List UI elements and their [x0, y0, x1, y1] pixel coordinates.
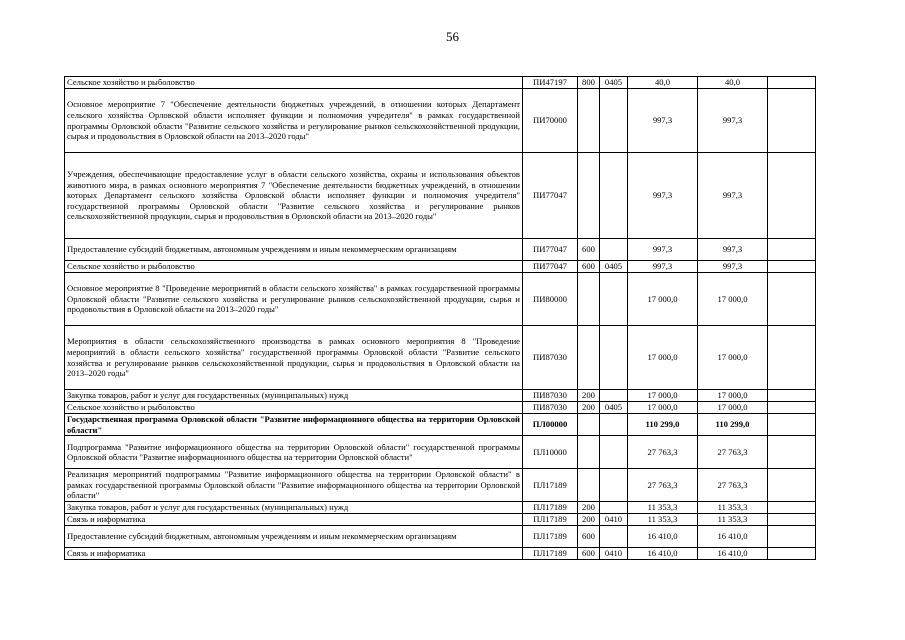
row-amount: 17 000,0	[628, 273, 698, 326]
table-row	[65, 502, 816, 514]
table-row	[65, 514, 816, 526]
row-amount: 27 763,3	[628, 469, 698, 502]
table-row	[65, 77, 816, 89]
row-name: Сельское хозяйство и рыболовство	[65, 402, 523, 414]
row-amount	[768, 89, 816, 153]
row-expense-type: 800	[578, 77, 600, 89]
row-section	[600, 153, 628, 239]
row-amount: 11 353,3	[628, 502, 698, 514]
row-amount	[768, 273, 816, 326]
row-section: 0405	[600, 402, 628, 414]
row-amount: 997,3	[698, 89, 768, 153]
row-expense-type	[578, 469, 600, 502]
table-row	[65, 548, 816, 560]
row-amount	[768, 77, 816, 89]
row-amount: 997,3	[628, 153, 698, 239]
row-name: Основное мероприятие 8 "Проведение мероприятий в области сельского хозяйства" в рамках государственной программы Орловской области "Развитие сельского хозяйства и регулирование рынков сельскохозяйственной продукции, сырья и продовольствия в Орловской области на 2013–2020 годы"	[65, 273, 523, 326]
row-amount	[768, 414, 816, 436]
row-amount: 997,3	[698, 153, 768, 239]
row-name: Сельское хозяйство и рыболовство	[65, 77, 523, 89]
table-row	[65, 273, 816, 326]
row-amount: 27 763,3	[698, 436, 768, 469]
row-expense-type: 200	[578, 390, 600, 402]
row-code: ПИ70000	[523, 89, 578, 153]
row-expense-type: 600	[578, 526, 600, 548]
row-code: ПЛ17189	[523, 469, 578, 502]
row-name: Предоставление субсидий бюджетным, автономным учреждениям и иным некоммерческим организациям	[65, 239, 523, 261]
row-amount	[768, 502, 816, 514]
row-section	[600, 436, 628, 469]
row-section	[600, 273, 628, 326]
row-amount: 17 000,0	[628, 326, 698, 390]
row-name: Связь и информатика	[65, 548, 523, 560]
row-amount: 17 000,0	[628, 402, 698, 414]
row-section	[600, 414, 628, 436]
table-row	[65, 526, 816, 548]
row-expense-type: 200	[578, 502, 600, 514]
row-amount	[768, 526, 816, 548]
row-code: ПЛ00000	[523, 414, 578, 436]
row-code: ПИ77047	[523, 239, 578, 261]
row-amount	[768, 390, 816, 402]
row-name: Учреждения, обеспечивающие предоставление услуг в области сельского хозяйства, охраны и использования объектов животного мира, в рамках основного мероприятия 7 "Обеспечение деятельности бюджетных учреждений, в отношении которых Департамент сельского хозяйства Орловской области исполняет функции и полномочия учредителя" государственной программы Орловской области "Развитие сельского хозяйства и регулирование рынков сельскохозяйственной продукции, сырья и продовольствия в Орловской области на 2013–2020 годы"	[65, 153, 523, 239]
table-row	[65, 414, 816, 436]
row-code: ПИ47197	[523, 77, 578, 89]
row-section	[600, 526, 628, 548]
row-amount: 17 000,0	[698, 273, 768, 326]
row-amount	[768, 402, 816, 414]
row-expense-type	[578, 153, 600, 239]
row-expense-type	[578, 273, 600, 326]
budget-table	[64, 76, 816, 560]
row-code: ПЛ10000	[523, 436, 578, 469]
row-amount: 27 763,3	[698, 469, 768, 502]
row-section: 0410	[600, 548, 628, 560]
table-row	[65, 153, 816, 239]
row-amount: 11 353,3	[698, 514, 768, 526]
row-code: ПИ87030	[523, 402, 578, 414]
row-amount: 40,0	[628, 77, 698, 89]
row-section	[600, 469, 628, 502]
row-expense-type	[578, 414, 600, 436]
row-amount: 17 000,0	[698, 402, 768, 414]
row-amount	[768, 239, 816, 261]
row-name: Мероприятия в области сельскохозяйственного производства в рамках основного мероприятия 8 "Проведение мероприятий в области сельского хозяйства" государственной программы Орловской области "Развитие сельского хозяйства и регулирование рынков сельскохозяйственной продукции, сырья и продовольствия в Орловской области на 2013–2020 годы"	[65, 326, 523, 390]
row-code: ПИ87030	[523, 390, 578, 402]
row-name: Закупка товаров, работ и услуг для государственных (муниципальных) нужд	[65, 502, 523, 514]
row-amount	[768, 436, 816, 469]
row-amount	[768, 153, 816, 239]
row-amount	[768, 326, 816, 390]
row-amount	[768, 469, 816, 502]
row-code: ПИ77047	[523, 153, 578, 239]
row-code: ПИ77047	[523, 261, 578, 273]
row-name: Реализация мероприятий подпрограммы "Развитие информационного общества на территории Орловской области" в рамках государственной программы Орловской области "Развитие информационного общества на территории Орловской области"	[65, 469, 523, 502]
row-amount: 110 299,0	[628, 414, 698, 436]
row-expense-type	[578, 326, 600, 390]
row-name: Связь и информатика	[65, 514, 523, 526]
row-section	[600, 326, 628, 390]
row-code: ПИ87030	[523, 326, 578, 390]
row-expense-type	[578, 89, 600, 153]
row-code: ПИ80000	[523, 273, 578, 326]
row-section	[600, 390, 628, 402]
row-amount	[768, 548, 816, 560]
row-amount: 16 410,0	[698, 526, 768, 548]
row-name: Подпрограмма "Развитие информационного общества на территории Орловской области" государственной программы Орловской области "Развитие информационного общества на территории Орловской области"	[65, 436, 523, 469]
row-amount: 997,3	[698, 239, 768, 261]
row-expense-type: 600	[578, 548, 600, 560]
row-code: ПЛ17189	[523, 514, 578, 526]
row-amount: 16 410,0	[628, 548, 698, 560]
page-number: 56	[446, 29, 459, 44]
table-row	[65, 261, 816, 273]
row-amount: 11 353,3	[628, 514, 698, 526]
row-section: 0405	[600, 77, 628, 89]
row-amount: 40,0	[698, 77, 768, 89]
row-amount	[768, 261, 816, 273]
row-name: Государственная программа Орловской области "Развитие информационного общества на территории Орловской области"	[65, 414, 523, 436]
table-row	[65, 326, 816, 390]
row-code: ПЛ17189	[523, 526, 578, 548]
table-body	[65, 77, 816, 560]
row-expense-type: 200	[578, 402, 600, 414]
table-row	[65, 390, 816, 402]
row-name: Сельское хозяйство и рыболовство	[65, 261, 523, 273]
row-amount: 16 410,0	[628, 526, 698, 548]
row-section: 0410	[600, 514, 628, 526]
row-expense-type: 200	[578, 514, 600, 526]
row-amount: 997,3	[698, 261, 768, 273]
row-section	[600, 89, 628, 153]
row-amount: 17 000,0	[698, 390, 768, 402]
table-row	[65, 239, 816, 261]
row-section	[600, 502, 628, 514]
row-amount: 17 000,0	[628, 390, 698, 402]
table-row	[65, 469, 816, 502]
row-amount	[768, 514, 816, 526]
row-amount: 997,3	[628, 239, 698, 261]
row-name: Закупка товаров, работ и услуг для государственных (муниципальных) нужд	[65, 390, 523, 402]
row-code: ПЛ17189	[523, 548, 578, 560]
row-name: Основное мероприятие 7 "Обеспечение деятельности бюджетных учреждений, в отношении которых Департамент сельского хозяйства Орловской области исполняет функции и полномочия учредителя" в рамках государственной программы Орловской области "Развитие сельского хозяйства и регулирование рынков сельскохозяйственной продукции, сырья и продовольствия в Орловской области на 2013–2020 годы"	[65, 89, 523, 153]
table-row	[65, 436, 816, 469]
row-amount: 110 299,0	[698, 414, 768, 436]
row-expense-type	[578, 436, 600, 469]
row-code: ПЛ17189	[523, 502, 578, 514]
row-amount: 16 410,0	[698, 548, 768, 560]
row-amount: 27 763,3	[628, 436, 698, 469]
table-row	[65, 89, 816, 153]
row-expense-type: 600	[578, 239, 600, 261]
row-amount: 17 000,0	[698, 326, 768, 390]
row-section: 0405	[600, 261, 628, 273]
table-row	[65, 402, 816, 414]
row-amount: 997,3	[628, 261, 698, 273]
row-section	[600, 239, 628, 261]
row-amount: 997,3	[628, 89, 698, 153]
row-amount: 11 353,3	[698, 502, 768, 514]
row-expense-type: 600	[578, 261, 600, 273]
row-name: Предоставление субсидий бюджетным, автономным учреждениям и иным некоммерческим организациям	[65, 526, 523, 548]
